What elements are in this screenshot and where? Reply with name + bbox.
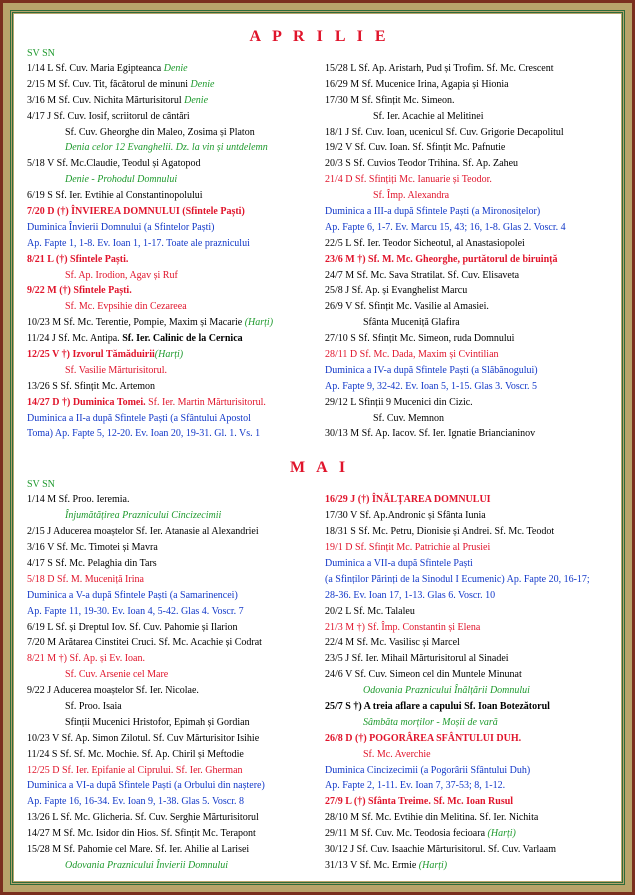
calendar-entry [27,93,317,109]
entry-text: 3/16 M Sf. Cuv. Nichita Mărturisitorul [27,94,185,106]
entry-text: Sf. Cuv. Memnon [373,412,445,424]
calendar-entry [325,620,612,636]
entry-text: 18/1 J Sf. Cuv. Ioan, ucenicul Sf. Cuv. Grigorie Decapolitul [325,126,564,138]
entry-text: 17/30 V Sf. Ap.Andronic și Sfânta Iunia [325,510,486,522]
calendar-entry [27,379,317,395]
entry-text: 1/14 M Sf. Proo. Ieremia. [27,494,130,506]
entry-text: Duminica a III-a după Sfintele Paști (a Mironosițelor) [325,206,541,218]
entry-text: 19/1 D Sf. Sfințit Mc. Patrichie al Prusiei [325,542,491,554]
calendar-entry [325,61,612,77]
entry-text: 10/23 M Sf. Mc. Terentie, Pompie, Maxim și Macarie [27,317,245,329]
entry-text: 16/29 J (†) ÎNĂLȚAREA DOMNULUI [325,494,491,506]
calendar-entry [27,635,317,651]
calendar-entry [325,188,612,204]
entry-text: 19/2 V Sf. Cuv. Ioan. Sf. Sfințit Mc. Pafnutie [325,142,506,154]
entry-text: Sf. Ier. Acachie al Melitinei [373,110,484,122]
entry-text: 9/22 J Aducerea moaștelor Sf. Ier. Nicolae. [27,685,199,697]
entry-text: 12/25 D Sf. Ier. Epifanie al Ciprului. Sf. Ier. Gherman [27,764,243,776]
entry-text: Sf. Proo. Isaia [65,700,122,712]
entry-text: 26/9 V Sf. Sfințit Mc. Vasilie al Amasiei. [325,301,489,313]
entry-text: 11/24 J Sf. Mc. Antipa. [27,333,123,345]
entry-text: 20/3 S Sf. Cuvios Teodor Trihina. Sf. Ap. Zaheu [325,158,519,170]
calendar-entry [27,411,317,427]
entry-text: 25/8 J Sf. Ap. și Evanghelist Marcu [325,285,468,297]
entry-text: 22/5 L Sf. Ier. Teodor Sicheotul, al Anastasiopolei [325,237,525,249]
entry-text: (a Sfinților Părinți de la Sinodul I Ecumenic) Ap. Fapte 20, 16-17; [325,573,590,585]
svsn-label-may: SV SN [27,479,55,491]
entry-text: 21/3 M †) Sf. Împ. Constantin și Elena [325,621,481,633]
entry-text: Odovania Praznicului Înălțării Domnului [363,685,530,697]
entry-text: Sâmbăta morților - Moșii de vară [363,716,498,728]
calendar-entry [27,715,317,731]
entry-text: Sfânta Muceniță Glafira [363,317,460,329]
calendar-entry [27,204,317,220]
entry-text: 30/12 J Sf. Cuv. Isaachie Mărturisitorul. Sf. Cuv. Varlaam [325,843,556,855]
entry-text: 29/11 M Sf. Cuv. Mc. Teodosia fecioara [325,828,488,840]
entry-text: 5/18 D Sf. M. Muceniță Irina [27,573,144,585]
entry-text: 18/31 S Sf. Mc. Petru, Dionisie și Andrei. Sf. Mc. Teodot [325,526,555,538]
calendar-entry [325,299,612,315]
may-columns [27,492,612,873]
calendar-entry [325,379,612,395]
entry-text: Duminica a VI-a după Sfintele Paști (a Orbului din naștere) [27,780,265,792]
calendar-entry [27,667,317,683]
entry-text: 24/7 M Sf. Mc. Sava Stratilat. Sf. Cuv. Elisaveta [325,269,520,281]
entry-text: 14/27 M Sf. Mc. Isidor din Hios. Sf. Sfințit Mc. Terapont [27,828,256,840]
entry-text: 22/4 M Sf. Mc. Vasilisc și Marcel [325,637,460,649]
calendar-entry [325,556,612,572]
calendar-entry [27,188,317,204]
entry-text: 17/30 M Sf. Sfințit Mc. Simeon. [325,94,455,106]
entry-text: 15/28 M Sf. Pahomie cel Mare. Sf. Ier. Ahilie al Larisei [27,843,250,855]
calendar-entry [325,395,612,411]
may-right-column [325,492,612,873]
calendar-entry [325,268,612,284]
calendar-entry [325,667,612,683]
calendar-entry [27,540,317,556]
month-title-may: M A I [289,459,350,477]
calendar-page [27,27,612,872]
calendar-entry [27,731,317,747]
calendar-entry [325,220,612,236]
calendar-entry [325,747,612,763]
entry-text: 30/13 M Sf. Ap. Iacov. Sf. Ier. Ignatie Briancianinov [325,428,536,440]
calendar-entry [27,556,317,572]
calendar-entry [27,572,317,588]
calendar-entry [27,363,317,379]
svsn-label-april: SV SN [27,48,55,59]
april-columns [27,61,612,442]
entry-text: 4/17 S Sf. Mc. Pelaghia din Tars [27,557,157,569]
entry-text: (Harți) [244,317,274,329]
calendar-entry [27,826,317,842]
entry-text: 13/26 S Sf. Sfințit Mc. Artemon [27,380,156,392]
entry-text: 11/24 S Sf. Sf. Mc. Mochie. Sf. Ap. Chiril și Meftodie [27,748,244,760]
entry-text: Ap. Fapte 9, 32-42. Ev. Ioan 5, 1-15. Glas 3. Voscr. 5 [325,380,538,392]
entry-text: 8/21 L (†) Sfintele Paști. [27,253,129,265]
entry-text: 10/23 V Sf. Ap. Simon Zilotul. Sf. Cuv Mărturisitor Isihie [27,732,260,744]
calendar-entry [27,778,317,794]
calendar-entry [27,347,317,363]
calendar-entry [325,252,612,268]
entry-text: 24/6 V Sf. Cuv. Simeon cel din Muntele Minunat [325,669,522,681]
entry-text: Sf. Cuv. Gheorghe din Maleo, Zosima și Platon [65,126,255,138]
entry-text: 23/6 M †) Sf. M. Mc. Gheorghe, purtătorul de biruință [325,253,558,265]
entry-text: Duminica a II-a după Sfintele Paști (a Sfântului Apostol [27,412,251,424]
calendar-entry [325,411,612,427]
calendar-entry [27,220,317,236]
entry-text: 2/15 J Aducerea moaștelor Sf. Ier. Atanasie al Alexandriei [27,526,259,538]
entry-text: 6/19 L Sf. și Dreptul Iov. Sf. Cuv. Pahomie și Ilarion [27,621,238,633]
entry-text: 20/2 L Sf. Mc. Talaleu [325,605,415,617]
calendar-entry [27,699,317,715]
calendar-entry [27,524,317,540]
calendar-entry [325,778,612,794]
calendar-entry [27,315,317,331]
calendar-entry [325,125,612,141]
calendar-entry [325,140,612,156]
entry-text: 8/21 M †) Sf. Ap. și Ev. Ioan. [27,653,145,665]
entry-text: 26/8 D (†) POGORÂREA SFÂNTULUI DUH. [325,732,522,744]
entry-text: Sf. Mc. Evpsihie din Cezareea [65,301,187,313]
entry-text: Sfinții Mucenici Hristofor, Epimah și Gordian [65,716,250,728]
calendar-entry [325,236,612,252]
entry-text: Sf. Ier. Calinic de la Cernica [122,333,243,345]
entry-text: (Harți) [418,859,448,871]
may-left-column [27,492,317,873]
calendar-entry [27,794,317,810]
calendar-entry [325,524,612,540]
calendar-entry [27,268,317,284]
entry-text: Ap. Fapte 6, 1-7. Ev. Marcu 15, 43; 16, 1-8. Glas 2. Voscr. 4 [325,221,566,233]
calendar-entry [325,315,612,331]
calendar-entry [27,651,317,667]
entry-text: Toma) Ap. Fapte 5, 12-20. Ev. Ioan 20, 19-31. Gl. 1. Vs. 1 [27,428,261,440]
entry-text: Sf. Cuv. Arsenie cel Mare [65,669,169,681]
calendar-entry [325,426,612,442]
entry-text: 27/10 S Sf. Sfințit Mc. Simeon, ruda Domnului [325,333,515,345]
entry-text: Odovania Praznicului Învierii Domnului [65,859,229,871]
calendar-entry [27,156,317,172]
entry-text: 27/9 L (†) Sfânta Treime. Sf. Mc. Ioan Rusul [325,796,514,808]
entry-text: 12/25 V †) Izvorul Tămăduirii [27,349,155,361]
entry-text: Ap. Fapte 2, 1-11. Ev. Ioan 7, 37-53; 8, 1-12. [325,780,506,792]
entry-text: Duminica Cincizecimii (a Pogorârii Sfântului Duh) [325,764,531,776]
calendar-entry [27,109,317,125]
calendar-entry [27,604,317,620]
calendar-entry [27,252,317,268]
calendar-entry [27,140,317,156]
calendar-entry [27,426,317,442]
entry-text: 1/14 L Sf. Cuv. Maria Egipteanca [27,63,164,74]
calendar-entry [27,331,317,347]
entry-text: 23/5 J Sf. Ier. Mihail Mărturisitorul al Sinadei [325,653,509,665]
calendar-entry [325,283,612,299]
entry-text: Înjumătățirea Praznicului Cincizecimii [65,510,222,522]
calendar-entry [325,492,612,508]
calendar-entry [325,540,612,556]
entry-text: Denie [184,94,209,106]
calendar-entry [325,572,612,588]
calendar-entry [27,508,317,524]
entry-text: (Harți) [154,349,184,361]
entry-text: 6/19 S Sf. Ier. Evtihie al Constantinopolului [27,190,203,202]
entry-text: 2/15 M Sf. Cuv. Tit, făcătorul de minuni [27,78,191,90]
calendar-entry [27,172,317,188]
calendar-entry [325,715,612,731]
month-title-april: A P R I L I E [249,28,390,45]
entry-text: 28/10 M Sf. Mc. Evtihie din Melitina. Sf. Ier. Nichita [325,812,539,824]
calendar-entry [325,77,612,93]
calendar-entry [27,283,317,299]
calendar-entry [325,683,612,699]
entry-text: Ap. Fapte 16, 16-34. Ev. Ioan 9, 1-38. Glas 5. Voscr. 8 [27,796,245,808]
april-right-column [325,61,612,442]
entry-text: Duminica a IV-a după Sfintele Paști (a Slăbănogului) [325,364,538,376]
entry-text: 4/17 J Sf. Cuv. Iosif, scriitorul de cântări [27,110,190,122]
calendar-entry [27,858,317,874]
entry-text: 31/13 V Sf. Mc. Ermie [325,859,419,871]
calendar-entry [325,347,612,363]
calendar-entry [325,763,612,779]
calendar-entry [325,826,612,842]
calendar-entry [325,93,612,109]
calendar-entry [325,588,612,604]
calendar-entry [325,156,612,172]
calendar-entry [325,172,612,188]
entry-text: 15/28 L Sf. Ap. Aristarh, Pud și Trofim. Sf. Mc. Crescent [325,63,554,74]
calendar-entry [27,588,317,604]
calendar-entry [325,794,612,810]
calendar-entry [325,109,612,125]
entry-text: Duminica a VII-a după Sfintele Paști [325,557,473,569]
calendar-entry [27,842,317,858]
entry-text: Denie [163,63,188,74]
entry-text: Sf. Ap. Irodion, Agav și Ruf [65,269,178,281]
calendar-entry [325,651,612,667]
calendar-entry [27,747,317,763]
calendar-entry [27,810,317,826]
entry-text: 3/16 V Sf. Mc. Timotei și Mavra [27,542,158,554]
calendar-entry [27,125,317,141]
entry-text: Sf. Împ. Alexandra [373,190,450,202]
entry-text: 7/20 D (†) ÎNVIEREA DOMNULUI (Sfintele Paști) [27,206,245,218]
calendar-entry [27,395,317,411]
calendar-entry [325,604,612,620]
calendar-entry [325,635,612,651]
entry-text: 14/27 D †) Duminica Tomei. [27,396,149,408]
entry-text: Denia celor 12 Evanghelii. Dz. la vin și untdelemn [65,142,268,154]
calendar-entry [27,299,317,315]
calendar-entry [325,731,612,747]
calendar-entry [27,61,317,77]
entry-text: Duminica a V-a după Sfintele Paști (a Samarinencei) [27,589,238,601]
calendar-entry [325,204,612,220]
entry-text: Duminica Învierii Domnului (a Sfintelor Paști) [27,221,215,233]
calendar-entry [325,810,612,826]
entry-text: 5/18 V Sf. Mc.Claudie, Teodul și Agatopod [27,158,201,170]
entry-text: Denie - Prohodul Domnului [65,174,178,186]
entry-text: Ap. Fapte 11, 19-30. Ev. Ioan 4, 5-42. Glas 4. Voscr. 7 [27,605,244,617]
calendar-entry [27,236,317,252]
entry-text: Sf. Ier. Martin Mărturisitorul. [148,396,266,408]
calendar-entry [325,858,612,874]
calendar-entry [325,699,612,715]
calendar-entry [27,620,317,636]
entry-text: (Harți) [487,828,516,840]
calendar-entry [325,331,612,347]
entry-text: 7/20 M Arătarea Cinstitei Cruci. Sf. Mc. Acachie și Codrat [27,637,262,649]
calendar-entry [325,842,612,858]
calendar-entry [27,683,317,699]
calendar-entry [325,508,612,524]
entry-text: Ap. Fapte 1, 1-8. Ev. Ioan 1, 1-17. Toate ale praznicului [27,237,250,249]
entry-text: 28-36. Ev. Ioan 17, 1-13. Glas 6. Voscr. 10 [325,589,496,601]
entry-text: 21/4 D Sf. Sfințiți Mc. Ianuarie și Teodor. [325,174,492,186]
april-left-column [27,61,317,442]
entry-text: 25/7 S †) A treia aflare a capului Sf. Ioan Botezătorul [325,700,550,712]
calendar-entry [325,363,612,379]
entry-text: Sf. Vasilie Mărturisitorul. [65,364,168,376]
calendar-entry [27,763,317,779]
entry-text: 29/12 L Sfinții 9 Mucenici din Cizic. [325,396,473,408]
calendar-entry [27,77,317,93]
entry-text: 16/29 M Sf. Mucenice Irina, Agapia și Hionia [325,78,509,90]
entry-text: Sf. Mc. Averchie [363,748,431,760]
entry-text: 28/11 D Sf. Mc. Dada, Maxim și Cvintilian [325,349,499,361]
calendar-entry [27,492,317,508]
entry-text: 13/26 L Sf. Mc. Glicheria. Sf. Cuv. Serghie Mărturisitorul [27,812,259,824]
entry-text: Denie [190,78,215,90]
entry-text: 9/22 M (†) Sfintele Paști. [27,285,132,297]
